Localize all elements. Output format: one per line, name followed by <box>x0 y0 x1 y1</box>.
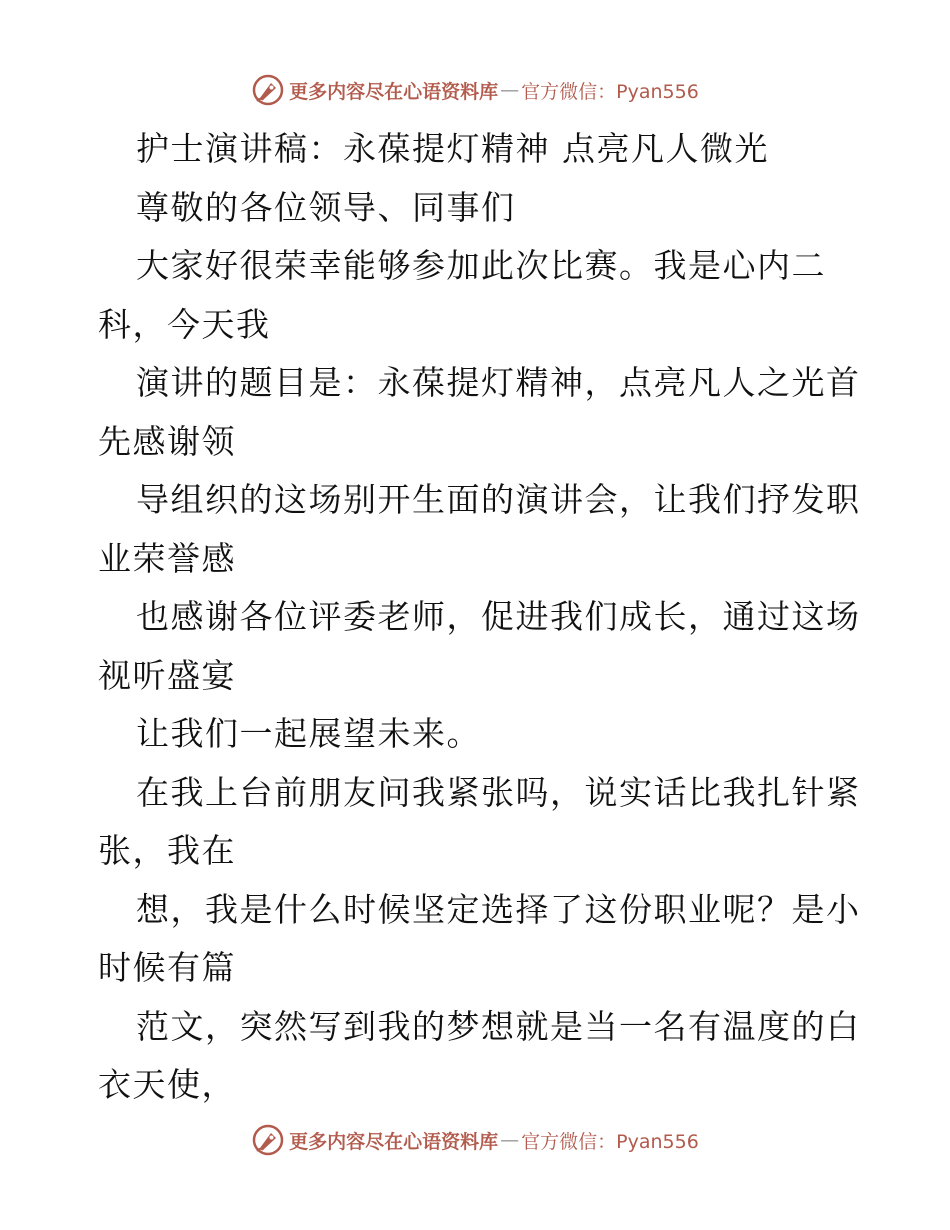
watermark-site-text: 更多内容尽在心语资料库 <box>289 80 499 103</box>
paragraph-line: 业荣誉感 <box>98 538 236 578</box>
paragraph-line: 时候有篇 <box>98 948 236 987</box>
paragraph-line: 先感谢领 <box>98 421 236 461</box>
paragraph-line: 尊敬的各位领导、同事们 <box>136 187 516 227</box>
pen-nib-logo-icon <box>251 73 285 107</box>
paragraph-line: 导组织的这场别开生面的演讲会，让我们抒发职 <box>136 480 861 519</box>
pen-nib-logo-icon <box>251 1123 285 1157</box>
paragraph-line: 大家好很荣幸能够参加此次比赛。我是心内二 <box>136 246 826 285</box>
paragraph-line: 想，我是什么时候坚定选择了这份职业呢？是小 <box>136 889 861 929</box>
watermark-wechat-text: 官方微信：Pyan556 <box>521 80 699 103</box>
paragraph-line: 范文，突然写到我的梦想就是当一名有温度的白 <box>136 1006 861 1046</box>
footer-watermark <box>0 1120 950 1160</box>
watermark-separator: — <box>500 1129 520 1151</box>
paragraph-line: 让我们一起展望未来。 <box>136 714 481 753</box>
document-title: 护士演讲稿：永葆提灯精神 点亮凡人微光 <box>136 129 769 168</box>
watermark-site-text: 更多内容尽在心语资料库 <box>289 1130 499 1153</box>
paragraph-line: 视听盛宴 <box>98 655 236 695</box>
paragraph-line: 演讲的题目是：永葆提灯精神，点亮凡人之光首 <box>136 363 861 402</box>
paragraph-line: 张，我在 <box>98 831 236 870</box>
document-body <box>98 120 861 1115</box>
paragraph-line: 衣天使， <box>98 1065 236 1104</box>
watermark-separator: — <box>500 79 520 101</box>
header-watermark <box>0 70 950 110</box>
paragraph-line: 也感谢各位评委老师，促进我们成长，通过这场 <box>136 597 861 636</box>
paragraph-line: 科，今天我 <box>98 304 271 344</box>
paragraph-line: 在我上台前朋友问我紧张吗，说实话比我扎针紧 <box>136 772 861 812</box>
watermark-wechat-text: 官方微信：Pyan556 <box>521 1130 699 1153</box>
